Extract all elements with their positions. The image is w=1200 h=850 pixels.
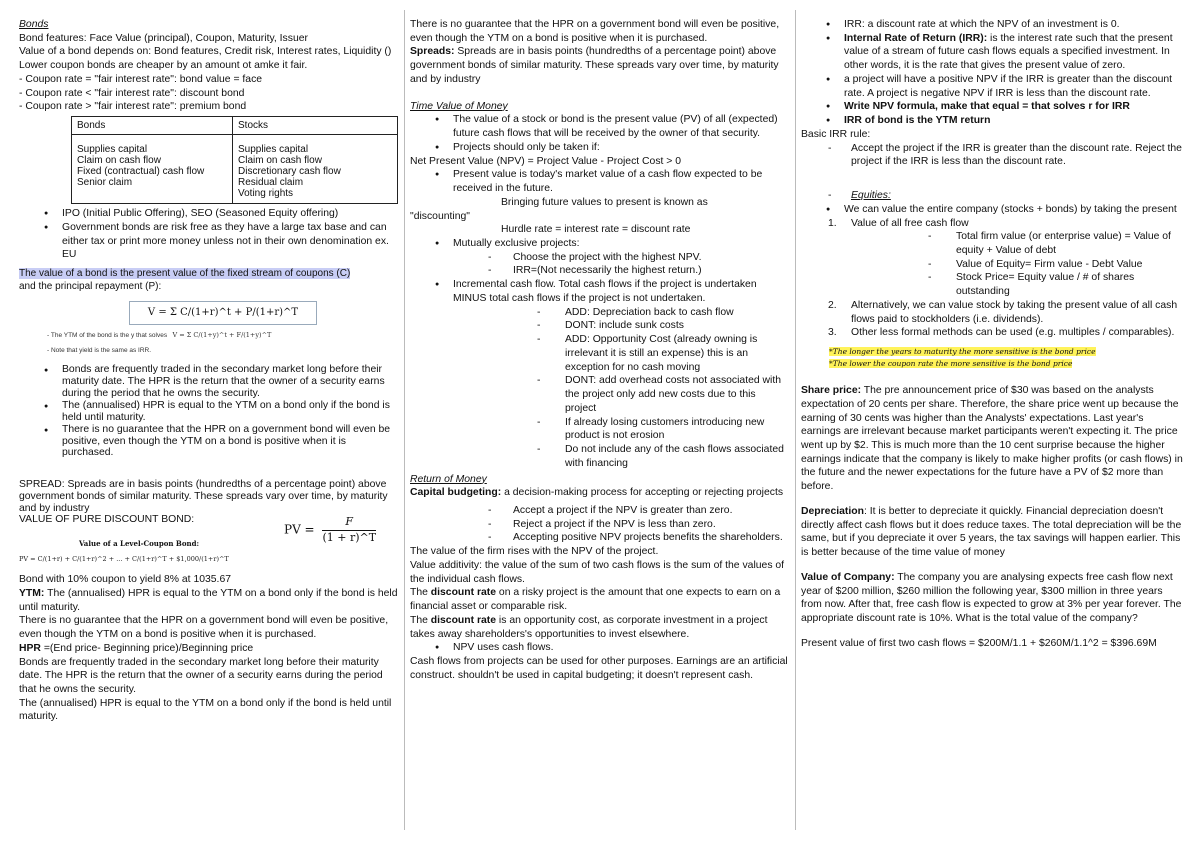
bullet-list: [410, 113, 788, 154]
irr-note: - Note that yield is the same as IRR.: [47, 347, 152, 355]
bond-value-formula: V = Σ C/(1+r)^t + P/(1+r)^T: [129, 301, 317, 324]
list-item: - Stock Price= Equity value / # of shares outstanding: [801, 271, 1184, 298]
table-header: Stocks: [233, 117, 398, 135]
text-line: Present value of first two cash flows = $200M/1.1 + $260M/1.1^2 = $396.69M: [801, 637, 1157, 649]
list-item: - DONT: include sunk costs: [410, 319, 788, 333]
ytm-formula: V = Σ C/(1+y)^t + F/(1+y)^T: [172, 330, 272, 339]
table-cell-line: Residual claim: [238, 177, 304, 189]
list-item: - Accept a project if the NPV is greater than zero.: [410, 504, 788, 518]
bonds-vs-stocks-table: [71, 116, 398, 204]
list-item: - Reject a project if the NPV is less than zero.: [410, 518, 788, 532]
list-item: - ADD: Depreciation back to cash flow: [410, 306, 788, 320]
text-line: is the interest rate such that the present value of a stream of future cash flows equals a specified investment. In other words, it is the rate that gives the present value of zero.: [844, 32, 1173, 72]
text-line: There is no guarantee that the HPR on a government bond will even be positive, even though the YTM on a bond is positive when it is purchased.: [410, 19, 780, 44]
pv-formula: [284, 515, 376, 545]
text-line: a decision-making process for accepting or rejecting projects: [501, 487, 784, 499]
ytm-label: YTM:: [19, 587, 45, 599]
text-line: Value additivity: the value of the sum of two cash flows is the sum of the values of the individual cash flows.: [410, 559, 785, 585]
list-item: ● IPO (Initial Public Offering), SEO (Seasoned Equity offering): [19, 207, 399, 221]
list-item: - IRR=(Not necessarily the highest return.): [410, 264, 788, 278]
text-line: - Coupon rate < "fair interest rate": discount bond: [19, 87, 245, 99]
text-line: VALUE OF PURE DISCOUNT BOND:: [19, 514, 195, 526]
text-line: =(End price- Beginning price)/Beginning price: [40, 642, 254, 654]
list-item: ● We can value the entire company (stocks + bonds) by taking the present: [801, 203, 1184, 217]
list-item: - Total firm value (or enterprise value) = Value of equity + Value of debt: [801, 230, 1184, 257]
level-coupon-formula: PV = C/(1+r) + C/(1+r)^2 + ... + C/(1+r)^T + $1,000/(1+r)^T: [19, 554, 229, 563]
pv-formula-fraction: [322, 515, 376, 545]
value-of-company-label: Value of Company:: [801, 571, 895, 583]
equities-list: [801, 189, 1184, 340]
level-coupon-title: Value of a Level-Coupon Bond:: [79, 539, 200, 549]
section-heading-bonds: Bonds: [19, 19, 49, 30]
text-line: on a risky project is the amount that one expects to earn on a financial asset or comparable risk.: [410, 587, 781, 613]
text-line: is an opportunity cost, as corporate investment in a project takes away shareholders's opportunities to invest elsewhere.: [410, 614, 768, 640]
bullet-list: [410, 641, 788, 655]
table-cell-line: Senior claim: [77, 177, 133, 189]
list-item: 1. Value of all free cash flow: [828, 217, 969, 229]
text-line: Hurdle rate = interest rate = discount rate: [501, 224, 691, 236]
list-item: - DONT: add overhead costs not associated with the project only add new costs due to this project: [410, 374, 788, 415]
table-cell-line: Voting rights: [238, 188, 294, 200]
list-item: ● IRR: a discount rate at which the NPV of an investment is 0.: [801, 18, 1184, 32]
column-divider: [795, 10, 796, 830]
pv-formula-denominator: (1 + r)^T: [322, 530, 377, 544]
text-line: Bond features: Face Value (principal), Coupon, Maturity, Issuer: [19, 32, 308, 44]
list-item: 3. Other less formal methods can be used (e.g. multiples / comparables).: [828, 327, 1175, 339]
text-line: - Coupon rate = "fair interest rate": bond value = face: [19, 73, 263, 85]
text-line: Bonds are frequently traded in the secondary market long before their maturity date. The HPR is the return that the owner of a security earns during the period that he owns the security.: [19, 656, 383, 695]
text-line: Net Present Value (NPV) = Project Value - Project Cost > 0: [410, 155, 682, 167]
column-3: [801, 18, 1184, 651]
irr-label: Internal Rate of Return (IRR):: [844, 32, 988, 44]
text-line: Alternatively, we can value stock by taking the present value of all cash flows paid to stockholders (i.e. dividends).: [851, 299, 1178, 325]
bullet-list: [19, 364, 399, 460]
bullet-list: [19, 207, 399, 262]
text-line: "discounting": [410, 210, 470, 222]
hpr-label: HPR: [19, 642, 41, 654]
handwritten-note: *The lower the coupon rate the more sensitive is the bond price: [829, 358, 1073, 368]
table-cell-line: Supplies capital: [77, 144, 148, 156]
text-line: Spreads are in basis points (hundredths of a percentage point) above government bonds of similar maturity. These spreads vary over time, by maturity and by industry: [410, 46, 779, 85]
text-line: The: [410, 587, 431, 599]
text-line: The pre announcement price of $30 was based on the analysts expectation of 20 cents per share. Therefore, the share price went up because the earning of 30 cents was higher than the Analysts' expectations. Last year's earnings are irrelevant because market participants weren't expecting it. The price went up by $2. This is much more than the 10 cent surprise because the higher earnings indicate that the company is likely to make higher profits (or cash flows) in the future and the newer expectations for the future have a PV of $2 more than before.: [801, 385, 1183, 493]
table-cell-stocks: [233, 135, 398, 204]
depreciation-label: Depreciation: [801, 505, 864, 517]
list-item: ● The (annualised) HPR is equal to the YTM on a bond only if the bond is held until maturity.: [19, 400, 399, 424]
rule-list: [801, 142, 1184, 169]
pv-formula-lhs: PV =: [284, 522, 315, 537]
text-line: and the principal repayment (P):: [19, 281, 162, 293]
table-cell-line: Claim on cash flow: [238, 155, 322, 167]
text-line: The: [410, 614, 431, 626]
text-line: Bringing future values to present is known as: [501, 196, 708, 208]
column-2: [410, 18, 788, 683]
column-divider: [404, 10, 405, 830]
text-line: : It is better to depreciate it quickly. Financial depreciation doesn't directly affect cash flows but it does reduce taxes. The total depreciation will be the same, but if you depreciate it over 5 years, the tax savings will happen earlier. This is better because of the time value of money: [801, 505, 1182, 559]
table-cell-line: Supplies capital: [238, 144, 309, 156]
text-line: Bond with 10% coupon to yield 8% at 1035.67: [19, 574, 232, 586]
list-item: ● Government bonds are risk free as they have a large tax base and can either tax or print more money unless not in their own denomination ex. EU: [19, 221, 399, 262]
list-item: - Accept the project if the IRR is greater than the discount rate. Reject the project if the IRR is less than the discount rate.: [801, 142, 1184, 169]
list-item: ● IRR of bond is the YTM return: [801, 114, 1184, 128]
list-item: - Do not include any of the cash flows associated with financing: [410, 443, 788, 470]
table-cell-line: Fixed (contractual) cash flow: [77, 166, 205, 178]
list-item: ● Mutually exclusive projects:: [410, 237, 788, 251]
capital-budgeting-label: Capital budgeting:: [410, 487, 502, 499]
highlighted-text: The value of a bond is the present value of the fixed stream of coupons (C): [19, 268, 351, 280]
list-item: - If already losing customers introducing new product is not erosion: [410, 416, 788, 443]
spread-paragraph: SPREAD: Spreads are in basis points (hundredths of a percentage point) above government bonds of similar maturity. These spreads vary over time, by maturity and by industry: [19, 479, 388, 515]
list-item: - Choose the project with the highest NPV.: [410, 251, 788, 265]
list-item: ● NPV uses cash flows.: [410, 641, 788, 655]
pv-formula-numerator: F: [322, 515, 376, 531]
bullet-list: [410, 168, 788, 195]
text-line: The value of the firm rises with the NPV of the project.: [410, 546, 659, 558]
table-cell-line: Discretionary cash flow: [238, 166, 341, 178]
section-heading-tvm: Time Value of Money: [410, 100, 508, 112]
spreads-label: Spreads:: [410, 46, 455, 58]
table-header: Bonds: [72, 117, 233, 135]
list-item: - Accepting positive NPV projects benefits the shareholders.: [410, 531, 788, 545]
section-heading-rom: Return of Money: [410, 473, 487, 485]
list-item: [801, 189, 1184, 203]
list-item: ● Write NPV formula, make that equal = that solves r for IRR: [801, 100, 1184, 114]
handwritten-note: *The longer the years to maturity the more sensitive is the bond price: [829, 347, 1096, 357]
text-line: Value of a bond depends on: Bond features, Credit risk, Interest rates, Liquidity (): [19, 46, 392, 58]
text-line: Lower coupon bonds are cheaper by an amount ot amke it fair.: [19, 60, 308, 72]
list-item: ● Bonds are frequently traded in the secondary market long before their maturity date. The HPR is the return that the owner of a security earns during the period that he owns the security.: [19, 364, 399, 400]
section-heading-equities: Equities:: [851, 190, 891, 202]
list-item: [801, 32, 1184, 73]
table-cell-line: Claim on cash flow: [77, 155, 161, 167]
discount-rate-label: discount rate: [430, 614, 497, 626]
list-item: ● Incremental cash flow. Total cash flows if the project is undertaken MINUS total cash flows if the project is not undertaken.: [410, 278, 788, 305]
text-line: Basic IRR rule:: [801, 128, 871, 140]
list-item: ● The value of a stock or bond is the present value (PV) of all (expected) future cash flows that will be received by the owner of that security.: [410, 113, 788, 140]
text-line: The (annualised) HPR is equal to the YTM on a bond only if the bond is held until maturity.: [19, 587, 398, 613]
list-item: ● Projects should only be taken if:: [410, 141, 788, 155]
text-line: Cash flows from projects can be used for other purposes. Earnings are an artificial construct. shouldn't be used in capital budgeting; it doesn't represent cash.: [410, 656, 788, 681]
column-1: [19, 18, 399, 724]
list-item: - ADD: Opportunity Cost (already owning is irrelevant it is still an expense) this is an exception for no cash moving: [410, 333, 788, 374]
list-item: 2. Alternatively, we can value stock by taking the present value of all cash flows paid to stockholders (i.e. dividends).: [828, 299, 1178, 325]
list-item: - Value of Equity= Firm value - Debt Value: [801, 258, 1184, 272]
list-item: ● Present value is today's market value of a cash flow expected to be received in the future.: [410, 168, 788, 195]
share-price-label: Share price:: [801, 385, 862, 397]
text-line: Other less formal methods can be used (e.g. multiples / comparables).: [851, 327, 1175, 339]
text-line: The company you are analysing expects free cash flow next year of $200 million, $260 million the following year, $300 million in three years from now. After that, free cash flow is expected to grow at 3% per year forever. The appropriate discount rate is 10%. What is the total value of the company?: [801, 571, 1182, 625]
bullet-list: [410, 237, 788, 470]
text-line: There is no guarantee that the HPR on a government bond will even be positive, even though the YTM on a bond is positive when it is purchased.: [19, 615, 389, 641]
text-line: - Coupon rate > "fair interest rate": premium bond: [19, 101, 247, 113]
list-item: ● a project will have a positive NPV if the IRR is greater than the discount rate. A project is negative NPV if IRR is less than the discount rate.: [801, 73, 1184, 100]
text-line: The (annualised) HPR is equal to the YTM on a bond only if the bond is held until maturity.: [19, 697, 392, 723]
list-item: ● There is no guarantee that the HPR on a government bond will even be positive, even though the YTM on a bond is positive when it is purchased.: [19, 424, 399, 460]
bullet-list: [801, 18, 1184, 128]
text-line: Value of all free cash flow: [851, 217, 969, 229]
discount-rate-label: discount rate: [430, 587, 497, 599]
ytm-note: - The YTM of the bond is the y that solves: [47, 331, 168, 339]
bullet-list: [410, 504, 788, 545]
table-cell-bonds: [72, 135, 233, 204]
